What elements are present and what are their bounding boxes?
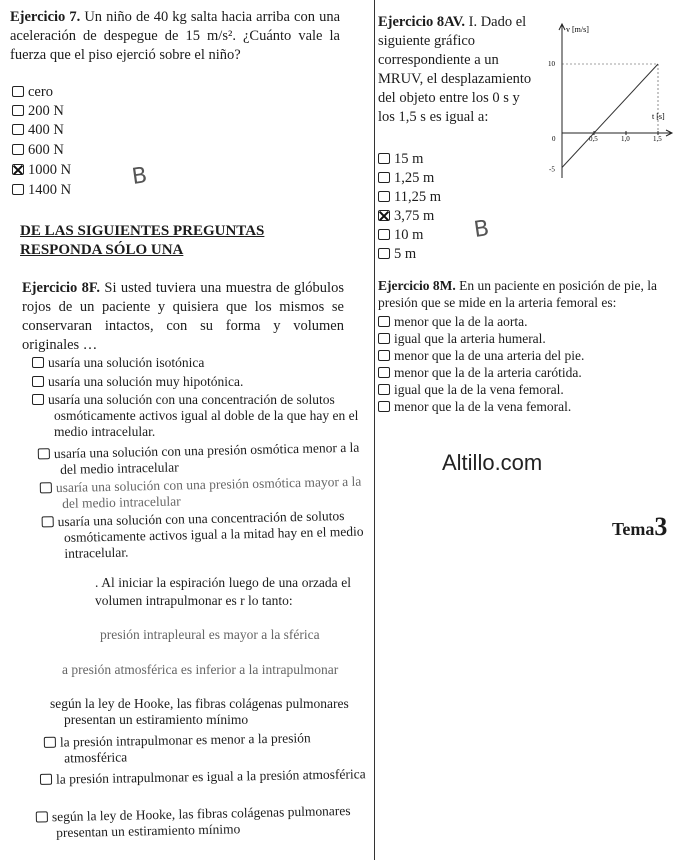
ex8f-option[interactable]: usaría una solución muy hipotónica. <box>32 374 332 390</box>
ex7-option[interactable]: 600 N <box>12 141 64 159</box>
checkbox[interactable] <box>378 153 390 164</box>
checkbox[interactable] <box>12 86 24 97</box>
ex8av-option-marked[interactable]: 3,75 m <box>378 207 434 225</box>
torn-option[interactable]: presión intrapleural es mayor a la sférica <box>100 627 320 642</box>
x-tick-label: 1,5 <box>653 135 662 143</box>
ex8av-option[interactable]: 10 m <box>378 226 423 244</box>
exercise-torn-text: . Al iniciar la espiración luego de una orzada el volumen intrapulmonar es r lo tanto: <box>95 575 351 608</box>
exercise-8m-prompt <box>378 277 674 311</box>
exercise-8av-label: Ejercicio 8AV. <box>378 14 465 30</box>
checkbox[interactable] <box>378 350 390 361</box>
checkbox[interactable] <box>32 376 44 387</box>
checkbox[interactable] <box>378 248 390 259</box>
exercise-8m <box>378 277 674 311</box>
exercise-8f-label: Ejercicio 8F. <box>22 280 101 296</box>
x-tick-label: 0,5 <box>589 135 598 143</box>
exercise-8f-text: Si usted tuviera una muestra de glóbulos rojos de un paciente y quisiera que los mismos se conservaran intactos, con su forma y volumen originales … <box>22 280 344 353</box>
velocity-time-chart <box>540 18 680 183</box>
torn-option[interactable]: la presión intrapulmonar es igual a la presión atmosférica <box>40 766 376 788</box>
x-tick-label: 0 <box>552 135 556 143</box>
series-line <box>562 64 658 168</box>
exercise-torn <box>95 574 351 610</box>
checkbox[interactable] <box>12 184 24 195</box>
exercise-8av <box>378 13 538 127</box>
checkbox[interactable] <box>32 394 44 405</box>
exercise-8f <box>22 279 344 355</box>
checkbox[interactable] <box>38 448 50 459</box>
checkbox[interactable] <box>12 124 24 135</box>
exercise-8m-text: En un paciente en posición de pie, la presión que se mide en la arteria femoral es: <box>378 278 658 310</box>
ex8f-option[interactable]: usaría una solución con una concentración de solutos osmóticamente activos igual a la mitad hay en el medio intracelular. <box>42 508 369 563</box>
checkbox[interactable] <box>378 333 390 344</box>
checkbox[interactable] <box>378 384 390 395</box>
watermark: Altillo.com <box>442 450 543 475</box>
checked-box[interactable] <box>378 210 390 221</box>
ex8f-option[interactable]: usaría una solución con una concentración de solutos osmóticamente activos igual al doble de la que hay en el medio intracelular. <box>32 392 366 440</box>
exercise-7-label: Ejercicio 7. <box>10 9 81 25</box>
ex8av-option[interactable]: 5 m <box>378 245 416 263</box>
exercise-8av-text: I. Dado el siguiente gráfico correspondiente a un MRUV, el desplazamiento del objeto entre los 0 s y los 1,5 s es igual a: <box>378 14 532 125</box>
checkbox[interactable] <box>378 191 390 202</box>
torn-option[interactable]: según la ley de Hooke, las fibras colágenas pulmonares presentan un estiramiento mínimo <box>36 802 377 841</box>
ex7-option[interactable]: cero <box>12 83 53 101</box>
checkbox[interactable] <box>378 367 390 378</box>
exercise-8f-prompt <box>22 279 344 355</box>
checkbox[interactable] <box>44 737 56 748</box>
exercise-7-prompt <box>10 8 340 65</box>
torn-option[interactable]: a presión atmosférica es inferior a la intrapulmonar <box>62 662 339 677</box>
handwritten-mark: B <box>130 163 149 190</box>
exercise-7-text: Un niño de 40 kg salta hacia arriba con una aceleración de despegue de 15 m/s². ¿Cuánto vale la fuerza que el piso ejerció sobre el niño? <box>10 9 341 63</box>
checked-box[interactable] <box>12 164 24 175</box>
y-axis-label: v [m/s] <box>566 25 589 34</box>
exercise-8av-prompt <box>378 13 538 127</box>
ex8av-option[interactable]: 11,25 m <box>378 188 441 206</box>
handwritten-mark: B <box>472 216 491 243</box>
ex8m-option[interactable]: igual que la de la vena femoral. <box>378 382 564 398</box>
ex8m-option[interactable]: menor que la de la aorta. <box>378 314 527 330</box>
tema-label: Tema3 <box>612 512 668 541</box>
x-tick-label: 1,0 <box>621 135 630 143</box>
y-tick-label: -5 <box>549 165 555 174</box>
checkbox[interactable] <box>40 482 52 493</box>
ex8m-option[interactable]: menor que la de la vena femoral. <box>378 399 571 415</box>
ex8av-option[interactable]: 15 m <box>378 150 423 168</box>
ex8av-option[interactable]: 1,25 m <box>378 169 434 187</box>
exercise-8m-label: Ejercicio 8M. <box>378 278 456 293</box>
torn-option[interactable]: la presión intrapulmonar es menor a la presión atmosférica <box>44 729 375 767</box>
ex7-option[interactable]: 200 N <box>12 102 64 120</box>
checkbox[interactable] <box>378 401 390 412</box>
checkbox[interactable] <box>12 144 24 155</box>
ex8m-option[interactable]: menor que la de la arteria carótida. <box>378 365 582 381</box>
ex7-option[interactable]: 400 N <box>12 121 64 139</box>
checkbox[interactable] <box>378 316 390 327</box>
ex8f-option[interactable]: usaría una solución con una presión osmótica menor a la del medio intracelular <box>38 440 367 479</box>
checkbox[interactable] <box>32 357 44 368</box>
section-heading-1: DE LAS SIGUIENTES PREGUNTAS <box>20 223 265 239</box>
checkbox[interactable] <box>12 105 24 116</box>
exercise-7 <box>10 8 340 65</box>
x-axis-label: t [s] <box>652 112 665 121</box>
ex7-option-marked[interactable]: 1000 N <box>12 161 71 179</box>
checkbox[interactable] <box>378 229 390 240</box>
ex8m-option[interactable]: igual que la arteria humeral. <box>378 331 546 347</box>
checkbox[interactable] <box>378 172 390 183</box>
column-divider <box>374 0 375 860</box>
checkbox[interactable] <box>40 774 52 785</box>
y-tick-label: 10 <box>548 60 555 68</box>
checkbox[interactable] <box>42 516 54 527</box>
checkbox[interactable] <box>36 811 48 822</box>
ex8f-option[interactable]: usaría una solución isotónica <box>32 355 332 371</box>
tema-number: 3 <box>654 512 668 541</box>
ex8m-option[interactable]: menor que la de una arteria del pie. <box>378 348 584 364</box>
ex8f-option[interactable]: usaría una solución con una presión osmótica mayor a la del medio intracelular <box>40 474 367 513</box>
torn-option[interactable]: según la ley de Hooke, las fibras colágenas pulmonares presentan un estiramiento mínimo <box>50 696 349 727</box>
ex7-option[interactable]: 1400 N <box>12 181 71 199</box>
section-heading-2: RESPONDA SÓLO UNA <box>20 242 184 258</box>
